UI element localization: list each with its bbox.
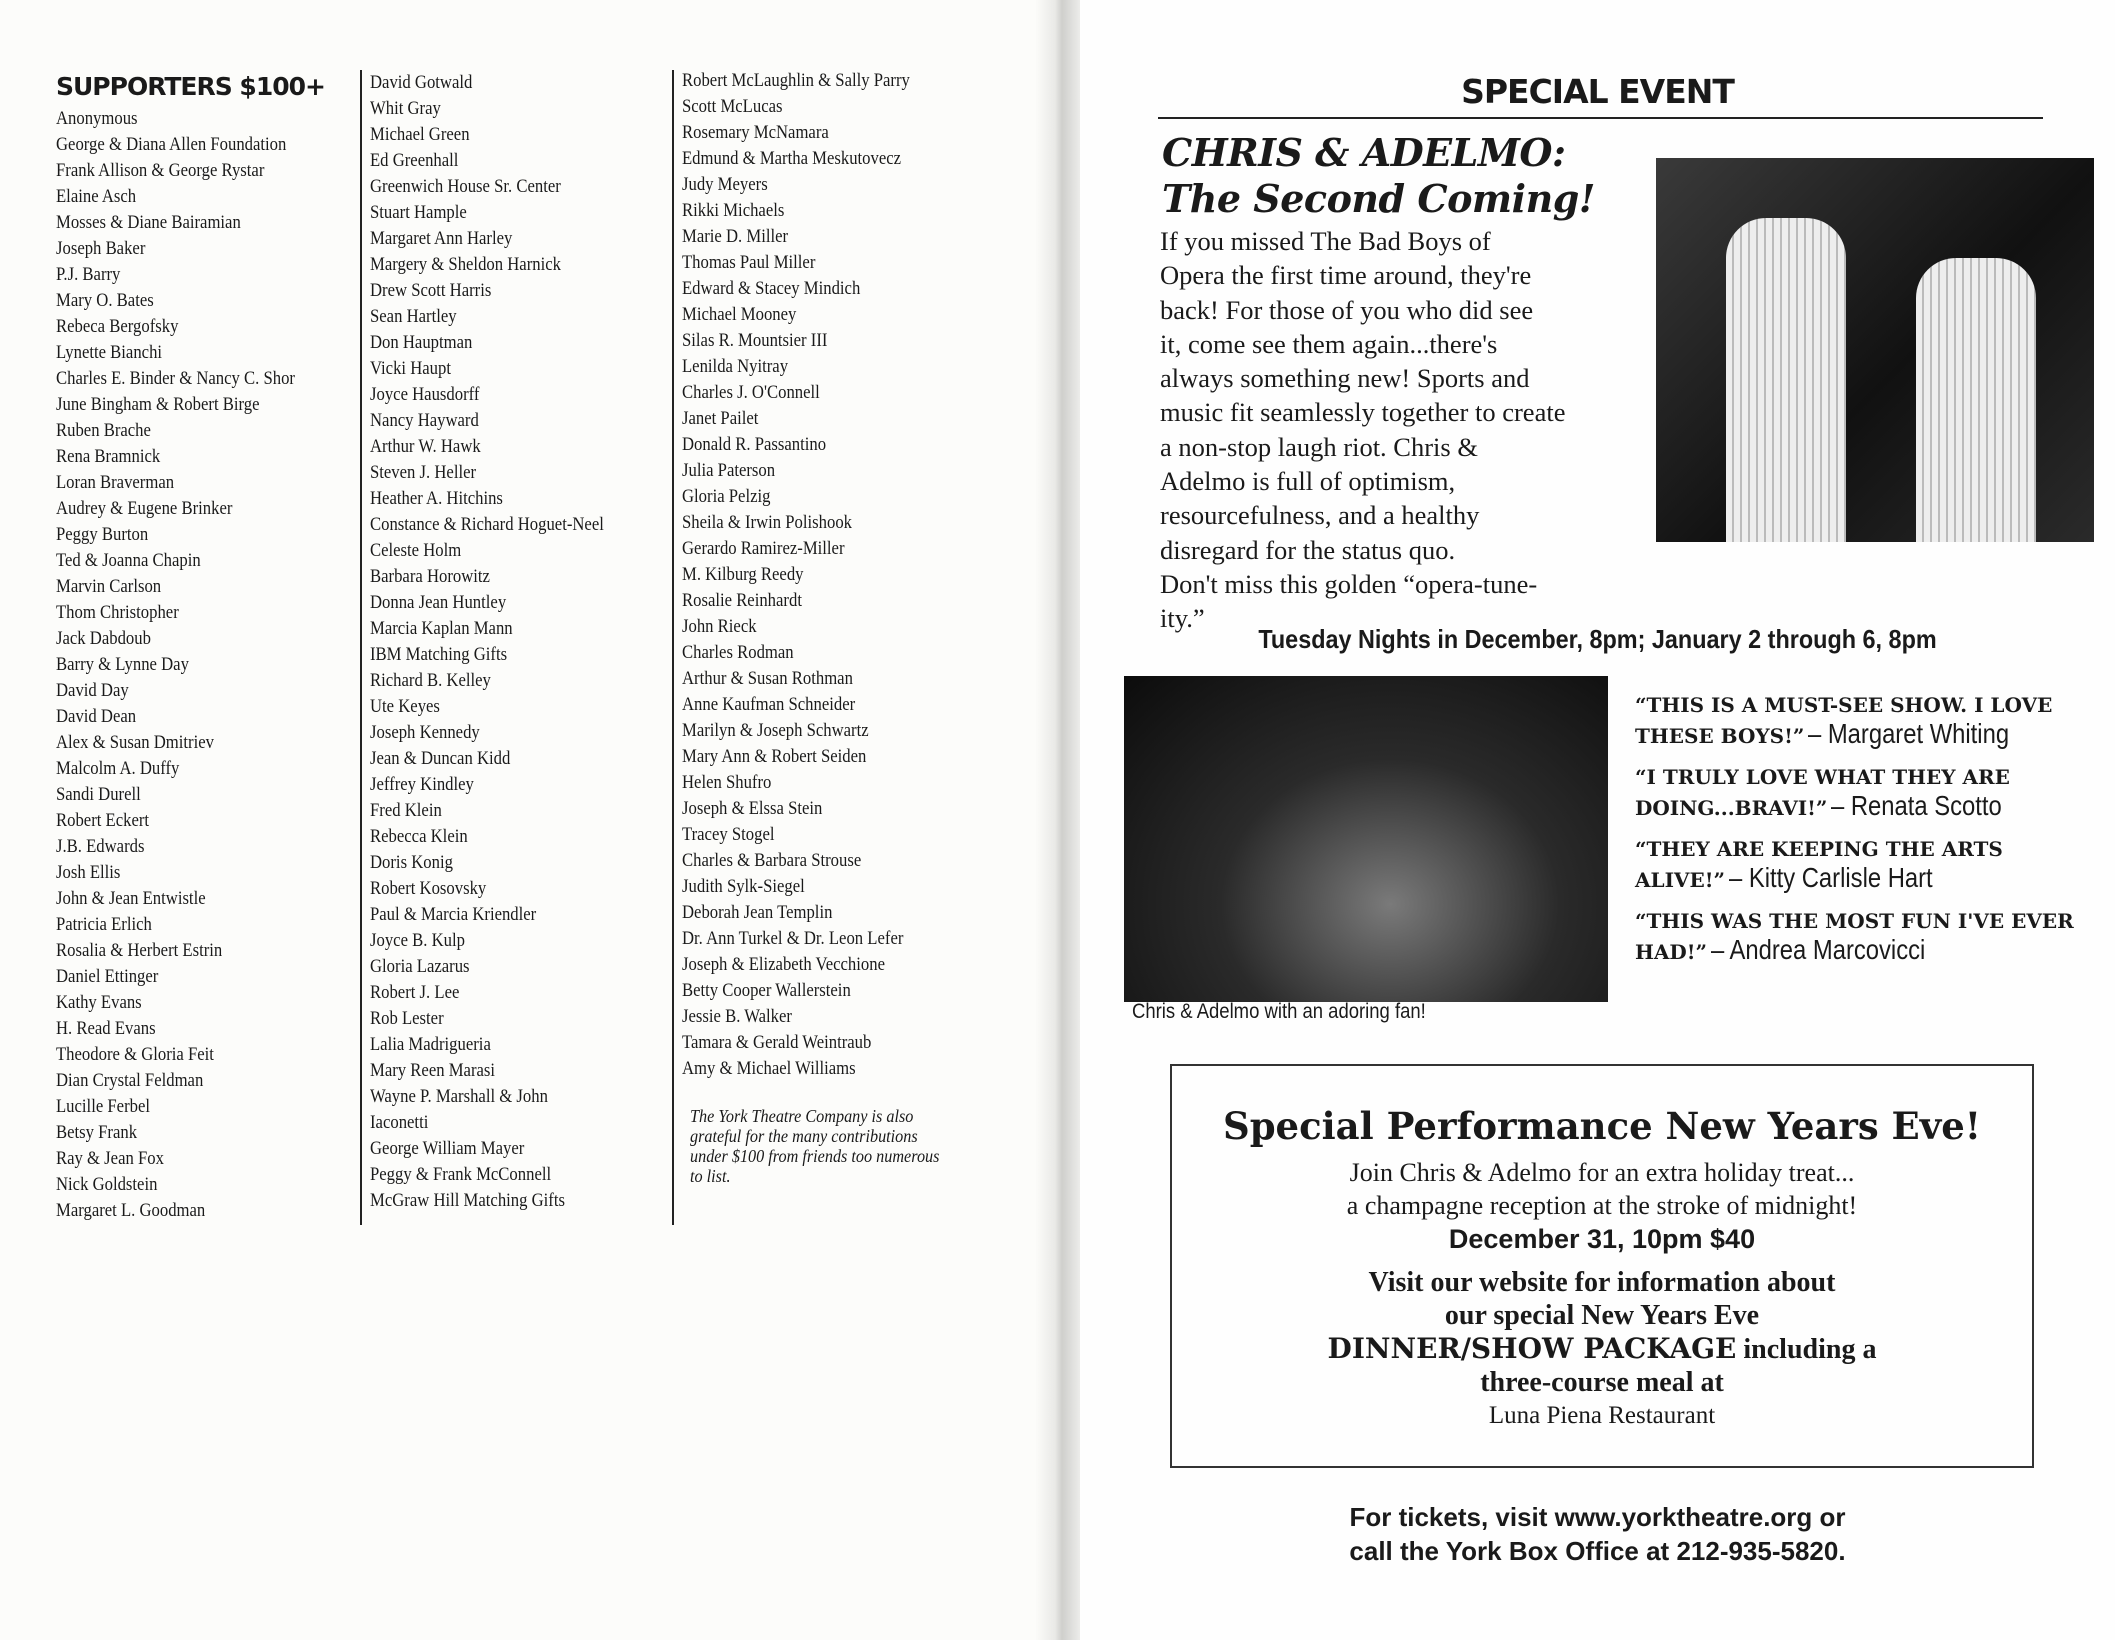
supporter-name: Robert J. Lee	[370, 982, 460, 1003]
quote-text: “THEY ARE KEEPING THE ARTS ALIVE!”	[1635, 837, 2003, 892]
supporter-name: Janet Pailet	[682, 408, 759, 429]
supporter-name: Peggy Burton	[56, 524, 149, 545]
supporter-name: Wayne P. Marshall & John	[370, 1086, 548, 1107]
nye-description	[1172, 1156, 2032, 1222]
supporter-name: Rikki Michaels	[682, 200, 785, 221]
supporter-name: Charles & Barbara Strouse	[682, 850, 862, 871]
special-event-header: SPECIAL EVENT	[1461, 72, 1734, 111]
supporter-name: Drew Scott Harris	[370, 280, 492, 301]
press-quote	[1635, 908, 2075, 966]
press-quote	[1635, 692, 2075, 750]
supporter-name: Ruben Brache	[56, 420, 151, 441]
supporter-name: Fred Klein	[370, 800, 442, 821]
show-title-line-1: CHRIS & ADELMO:	[1162, 130, 1566, 175]
description-line: back! For those of you who did see	[1160, 294, 1534, 325]
supporter-name: Robert McLaughlin & Sally Parry	[682, 70, 910, 91]
nye-title: Special Performance New Years Eve!	[1222, 1104, 1982, 1148]
description-line: disregard for the status quo.	[1160, 534, 1456, 565]
supporter-name: Gerardo Ramirez-Miller	[682, 538, 845, 559]
supporter-name: George William Mayer	[370, 1138, 525, 1159]
supporter-name: Iaconetti	[370, 1112, 429, 1133]
fan-photo-caption: Chris & Adelmo with an adoring fan!	[1132, 1000, 1426, 1023]
supporter-name: Gloria Pelzig	[682, 486, 771, 507]
supporter-name: Nancy Hayward	[370, 410, 479, 431]
supporter-name: Robert Kosovsky	[370, 878, 487, 899]
supporter-list	[682, 68, 947, 1082]
supporter-name: Jessie B. Walker	[682, 1006, 792, 1027]
supporter-list	[370, 70, 642, 1214]
right-page	[1080, 0, 2115, 1640]
quote-author: – Renata Scotto	[1831, 790, 2003, 821]
new-years-eve-box	[1170, 1064, 2034, 1468]
supporter-name: Elaine Asch	[56, 186, 137, 207]
supporter-name: Lalia Madrigueria	[370, 1034, 491, 1055]
supporter-name: Charles E. Binder & Nancy C. Shor	[56, 368, 295, 389]
supporter-name: Michael Mooney	[682, 304, 797, 325]
supporter-name: Amy & Michael Williams	[682, 1058, 856, 1079]
supporter-name: Margaret L. Goodman	[56, 1200, 206, 1221]
supporter-name: Helen Shufro	[682, 772, 772, 793]
supporter-name: Silas R. Mountsier III	[682, 330, 828, 351]
supporter-name: Alex & Susan Dmitriev	[56, 732, 214, 753]
supporter-name: Ray & Jean Fox	[56, 1148, 164, 1169]
supporter-name: June Bingham & Robert Birge	[56, 394, 260, 415]
supporter-name: Marilyn & Joseph Schwartz	[682, 720, 869, 741]
supporter-name: Rebecca Klein	[370, 826, 468, 847]
supporter-name: Gloria Lazarus	[370, 956, 470, 977]
supporter-name: Rebeca Bergofsky	[56, 316, 179, 337]
supporter-name: Donald R. Passantino	[682, 434, 827, 455]
supporters-title: SUPPORTERS $100+	[56, 72, 325, 101]
description-line: always something new! Sports and	[1160, 363, 1530, 394]
package-name: DINNER/SHOW PACKAGE	[1327, 1332, 1737, 1365]
supporter-name: Dr. Ann Turkel & Dr. Leon Lefer	[682, 928, 904, 949]
supporter-name: P.J. Barry	[56, 264, 121, 285]
supporter-name: Sheila & Irwin Polishook	[682, 512, 853, 533]
ticket-line-2: call the York Box Office at 212-935-5820.	[1349, 1536, 1846, 1566]
supporter-name: Joseph & Elssa Stein	[682, 798, 823, 819]
supporter-name: Margaret Ann Harley	[370, 228, 513, 249]
supporter-name: David Dean	[56, 706, 137, 727]
supporter-name: Dian Crystal Feldman	[56, 1070, 204, 1091]
supporter-name: Betsy Frank	[56, 1122, 138, 1143]
supporter-name: Charles Rodman	[682, 642, 794, 663]
supporter-name: Marvin Carlson	[56, 576, 162, 597]
show-description	[1160, 224, 1570, 636]
restaurant-name: Luna Piena Restaurant	[1488, 1402, 1716, 1429]
supporter-name: John Rieck	[682, 616, 757, 637]
supporter-name: Patricia Erlich	[56, 914, 152, 935]
supporter-name: Don Hauptman	[370, 332, 473, 353]
supporter-name: Whit Gray	[370, 98, 441, 119]
supporter-name: Barbara Horowitz	[370, 566, 490, 587]
supporter-name: Edward & Stacey Mindich	[682, 278, 861, 299]
quote-author: – Andrea Marcovicci	[1711, 934, 1926, 965]
supporter-name: David Day	[56, 680, 129, 701]
supporters-column-2	[360, 70, 670, 1225]
supporter-name: Peggy & Frank McConnell	[370, 1164, 552, 1185]
supporter-name: Joseph Baker	[56, 238, 146, 259]
supporter-name: Joseph Kennedy	[370, 722, 480, 743]
supporter-name: Mary O. Bates	[56, 290, 154, 311]
supporter-name: Frank Allison & George Rystar	[56, 160, 265, 181]
supporter-name: Arthur W. Hawk	[370, 436, 481, 457]
supporter-name: Audrey & Eugene Brinker	[56, 498, 233, 519]
description-line: Opera the first time around, they're	[1160, 260, 1532, 291]
supporter-name: Betty Cooper Wallerstein	[682, 980, 851, 1001]
supporter-name: Celeste Holm	[370, 540, 462, 561]
supporter-name: Sean Hartley	[370, 306, 457, 327]
supporter-name: Thom Christopher	[56, 602, 179, 623]
supporter-name: Joyce B. Kulp	[370, 930, 465, 951]
supporter-name: Judy Meyers	[682, 174, 768, 195]
supporter-name: Sandi Durell	[56, 784, 141, 805]
supporter-name: Kathy Evans	[56, 992, 142, 1013]
supporter-name: Lynette Bianchi	[56, 342, 163, 363]
supporter-name: Ute Keyes	[370, 696, 440, 717]
quote-text: “THIS WAS THE MOST FUN I'VE EVER HAD!”	[1635, 909, 2074, 964]
performer-left-figure	[1726, 218, 1846, 542]
description-line: resourcefulness, and a healthy	[1160, 500, 1480, 531]
quote-text: “THIS IS A MUST-SEE SHOW. I LOVE THESE BOYS!”	[1635, 693, 2053, 748]
supporter-name: Malcolm A. Duffy	[56, 758, 180, 779]
supporter-name: Margery & Sheldon Harnick	[370, 254, 561, 275]
show-title-line-2: The Second Coming!	[1162, 176, 1595, 221]
supporter-name: IBM Matching Gifts	[370, 644, 508, 665]
supporter-name: Julia Paterson	[682, 460, 776, 481]
press-quote	[1635, 836, 2075, 894]
supporter-name: Anonymous	[56, 108, 138, 129]
supporter-name: Marcia Kaplan Mann	[370, 618, 513, 639]
supporter-name: Rena Bramnick	[56, 446, 161, 467]
nye-line-1: Join Chris & Adelmo for an extra holiday treat...	[1349, 1158, 1855, 1187]
supporter-name: Jeffrey Kindley	[370, 774, 474, 795]
supporter-name: Mary Reen Marasi	[370, 1060, 496, 1081]
supporter-name: Doris Konig	[370, 852, 453, 873]
supporters-column-3	[672, 70, 982, 1225]
nye-line-2: a champagne reception at the stroke of midnight!	[1346, 1191, 1858, 1220]
supporter-name: Tracey Stogel	[682, 824, 775, 845]
nye-website-line-1: Visit our website for information about	[1368, 1267, 1836, 1298]
fan-photo	[1124, 676, 1608, 1002]
description-line: music fit seamlessly together to create	[1160, 397, 1566, 428]
description-line: a non-stop laugh riot. Chris &	[1160, 431, 1478, 462]
supporter-name: Daniel Ettinger	[56, 966, 159, 987]
left-page	[0, 0, 1050, 1640]
supporter-name: Paul & Marcia Kriendler	[370, 904, 537, 925]
press-quotes	[1635, 692, 2075, 980]
nye-date-price: December 31, 10pm $40	[1448, 1224, 1756, 1254]
supporter-name: Richard B. Kelley	[370, 670, 491, 691]
nye-package-line	[1172, 1332, 2032, 1366]
supporter-name: Judith Sylk-Siegel	[682, 876, 805, 897]
supporter-name: J.B. Edwards	[56, 836, 145, 857]
description-line: Don't miss this golden “opera-tune-ity.”	[1160, 568, 1538, 634]
supporter-name: Greenwich House Sr. Center	[370, 176, 561, 197]
ticket-info	[1080, 1500, 2115, 1568]
nye-meal-line: three-course meal at	[1480, 1367, 1724, 1398]
supporter-name: Mosses & Diane Bairamian	[56, 212, 241, 233]
supporter-name: Nick Goldstein	[56, 1174, 158, 1195]
supporter-name: Mary Ann & Robert Seiden	[682, 746, 867, 767]
performers-photo	[1656, 158, 2094, 542]
thanks-note: The York Theatre Company is also grateful for the many contributions under $100 from friends too numerous to list.	[690, 1106, 940, 1186]
supporter-name: Rosalia & Herbert Estrin	[56, 940, 223, 961]
supporter-name: Deborah Jean Templin	[682, 902, 833, 923]
supporter-name: Barry & Lynne Day	[56, 654, 189, 675]
book-gutter	[1035, 0, 1080, 1640]
supporter-name: Rob Lester	[370, 1008, 444, 1029]
supporter-name: Vicki Haupt	[370, 358, 451, 379]
description-line: If you missed The Bad Boys of	[1160, 226, 1491, 256]
supporter-name: Lucille Ferbel	[56, 1096, 151, 1117]
supporter-name: Jean & Duncan Kidd	[370, 748, 511, 769]
nye-website-line-2: our special New Years Eve	[1444, 1300, 1760, 1331]
supporter-name: Stuart Hample	[370, 202, 467, 223]
show-dates: Tuesday Nights in December, 8pm; January 2 through 6, 8pm	[1258, 624, 1937, 654]
supporter-name: M. Kilburg Reedy	[682, 564, 804, 585]
supporter-name: John & Jean Entwistle	[56, 888, 206, 909]
supporter-name: Josh Ellis	[56, 862, 121, 883]
supporter-name: Donna Jean Huntley	[370, 592, 507, 613]
supporter-name: Anne Kaufman Schneider	[682, 694, 856, 715]
supporter-name: H. Read Evans	[56, 1018, 156, 1039]
supporter-name: Jack Dabdoub	[56, 628, 151, 649]
supporter-name: Rosalie Reinhardt	[682, 590, 802, 611]
supporter-name: Edmund & Martha Meskutovecz	[682, 148, 902, 169]
supporter-name: George & Diana Allen Foundation	[56, 134, 287, 155]
quote-text: “I TRULY LOVE WHAT THEY ARE DOING...BRAVI!”	[1635, 765, 2010, 820]
package-rest: including a	[1736, 1334, 1877, 1365]
description-line: Adelmo is full of optimism,	[1160, 466, 1456, 497]
supporter-name: Constance & Richard Hoguet-Neel	[370, 514, 604, 535]
press-quote	[1635, 764, 2075, 822]
supporter-name: Steven J. Heller	[370, 462, 477, 483]
quote-author: – Kitty Carlisle Hart	[1728, 862, 1933, 893]
supporter-name: Robert Eckert	[56, 810, 150, 831]
show-title	[1162, 130, 1595, 222]
supporter-name: Scott McLucas	[682, 96, 783, 117]
supporter-list	[56, 106, 334, 1224]
supporter-name: Ted & Joanna Chapin	[56, 550, 201, 571]
performer-right-figure	[1916, 258, 2036, 542]
quote-author: – Margaret Whiting	[1808, 718, 2010, 749]
supporter-name: David Gotwald	[370, 72, 473, 93]
supporter-name: Charles J. O'Connell	[682, 382, 820, 403]
supporter-name: Michael Green	[370, 124, 470, 145]
supporter-name: Marie D. Miller	[682, 226, 789, 247]
supporter-name: Joseph & Elizabeth Vecchione	[682, 954, 885, 975]
supporter-name: Lenilda Nyitray	[682, 356, 789, 377]
supporter-name: Tamara & Gerald Weintraub	[682, 1032, 872, 1053]
supporter-name: Loran Braverman	[56, 472, 175, 493]
supporter-name: Heather A. Hitchins	[370, 488, 503, 509]
ticket-line-1: For tickets, visit www.yorktheatre.org or	[1349, 1502, 1846, 1532]
description-line: it, come see them again...there's	[1160, 328, 1498, 359]
supporter-name: Theodore & Gloria Feit	[56, 1044, 214, 1065]
header-divider	[1158, 117, 2043, 119]
supporter-name: Thomas Paul Miller	[682, 252, 816, 273]
supporter-name: Ed Greenhall	[370, 150, 459, 171]
nye-website-info	[1172, 1266, 2032, 1432]
supporter-name: Arthur & Susan Rothman	[682, 668, 853, 689]
supporter-name: McGraw Hill Matching Gifts	[370, 1190, 565, 1211]
supporter-name: Joyce Hausdorff	[370, 384, 480, 405]
supporter-name: Rosemary McNamara	[682, 122, 829, 143]
